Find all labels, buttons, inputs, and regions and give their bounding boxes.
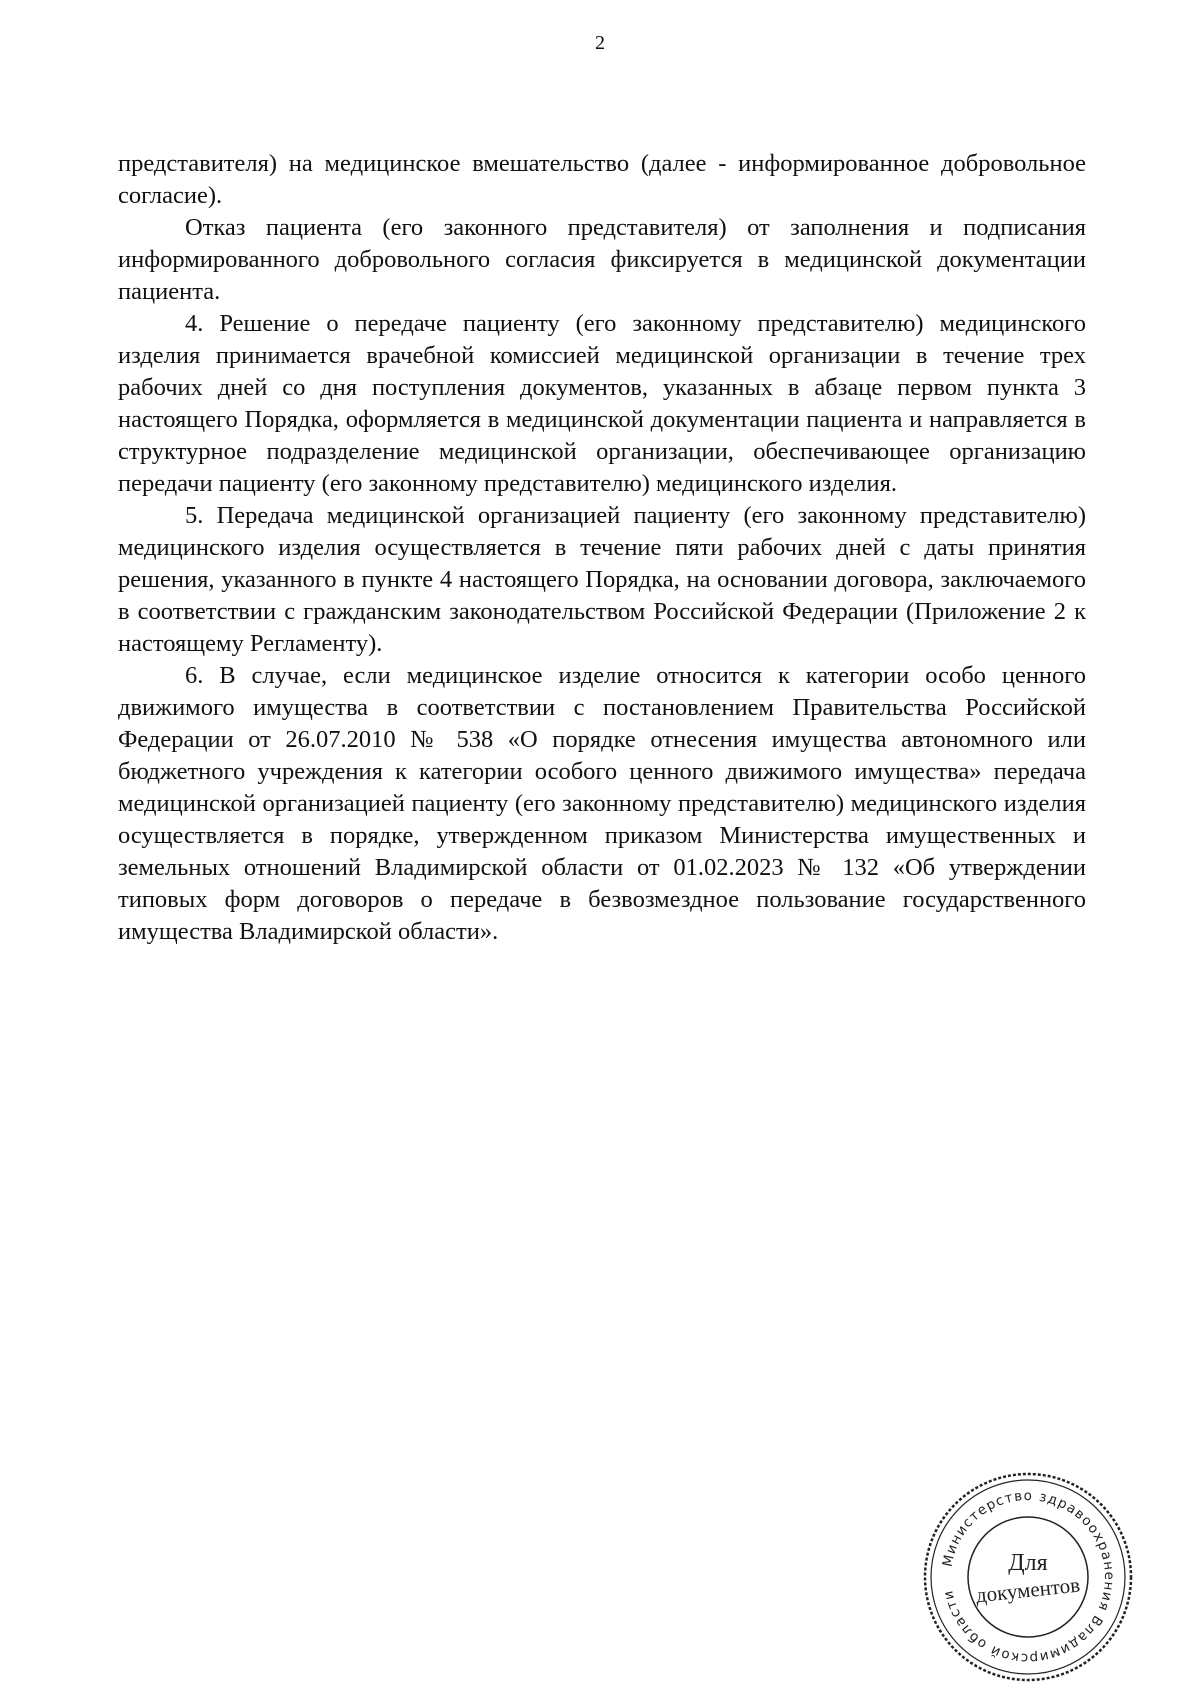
page-number: 2 bbox=[595, 32, 605, 54]
stamp-ring-text: Министерство здравоохранения Владимирской области bbox=[939, 1487, 1118, 1667]
paragraph-consent-definition: представителя) на медицинское вмешательство (далее - информированное добровольное согласие). bbox=[118, 150, 1086, 209]
paragraph-item-6: 6. В случае, если медицинское изделие относится к категории особо ценного движимого имущества в соответствии с постановлением Правительства Российской Федерации от 26.07.2010 № 538 «О порядке отнесения имущества автономного или бюджетного учреждения к категории особого ценного движимого имущества» передача медицинской организацией пациенту (его законному представителю) медицинского изделия осуществляется в порядке, утвержденном приказом Министерства имущественных и земельных отношений Владимирской области от 01.02.2023 № 132 «Об утверждении типовых форм договоров о передаче в безвозмездное пользование государственного имущества Владимирской области». bbox=[118, 662, 1086, 945]
paragraph-refusal: Отказ пациента (его законного представителя) от заполнения и подписания информированного добровольного согласия фиксируется в медицинской документации пациента. bbox=[118, 214, 1086, 305]
official-seal-stamp bbox=[918, 1467, 1138, 1687]
paragraph-item-4: 4. Решение о передаче пациенту (его законному представителю) медицинского изделия принимается врачебной комиссией медицинской организации в течение трех рабочих дней со дня поступления документов, указанных в абзаце первом пункта 3 настоящего Порядка, оформляется в медицинской документации пациента и направляется в структурное подразделение медицинской организации, обеспечивающее организацию передачи пациенту (его законному представителю) медицинского изделия. bbox=[118, 310, 1086, 497]
document-body bbox=[118, 148, 1086, 948]
stamp-center-line-2: документов bbox=[974, 1572, 1082, 1608]
stamp-center-line-1: Для bbox=[1008, 1550, 1048, 1576]
paragraph-item-5: 5. Передача медицинской организацией пациенту (его законному представителю) медицинского изделия осуществляется в течение пяти рабочих дней с даты принятия решения, указанного в пункте 4 настоящего Порядка, на основании договора, заключаемого в соответствии с гражданским законодательством Российской Федерации (Приложение 2 к настоящему Регламенту). bbox=[118, 502, 1086, 657]
